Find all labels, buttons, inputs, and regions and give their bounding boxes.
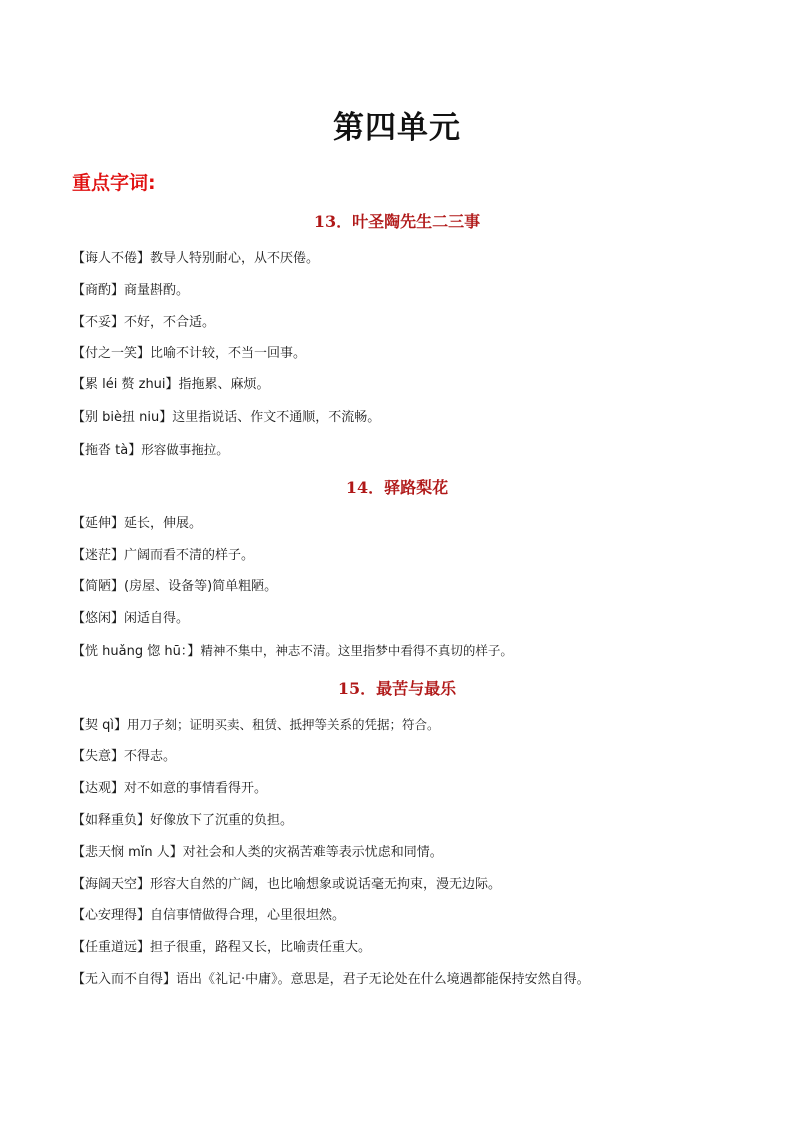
lesson-title-14: 14．驿路梨花 — [345, 478, 449, 497]
entry-definition: 商量斟酌。 — [124, 283, 190, 298]
entry-list-item — [72, 907, 732, 925]
entry-term: 【简陋】 — [72, 579, 125, 594]
entry-list-item — [72, 409, 732, 427]
entry-term: 【任重道远】 — [72, 940, 151, 955]
entry-term: 【海阔天空】 — [72, 877, 151, 892]
entry-list-item — [72, 314, 732, 332]
entry-term: 【拖沓 tà】 — [72, 443, 142, 458]
entry-term: 【累 léi 赘 zhui】 — [72, 377, 179, 392]
entry-definition: 这里指说话、作文不通顺，不流畅。 — [172, 410, 381, 425]
entry-list-item — [72, 642, 732, 661]
lesson-title-15: 15．最苦与最乐 — [337, 679, 457, 698]
entry-definition: 比喻不计较，不当一回事。 — [150, 346, 307, 361]
entry-definition: 担子很重，路程又长，比喻责任重大。 — [150, 940, 372, 955]
entry-term: 【心安理得】 — [72, 908, 151, 923]
entry-term: 【不妥】 — [72, 315, 125, 330]
entry-list-item — [72, 515, 732, 533]
entry-list-item — [72, 876, 732, 894]
entry-list-item — [72, 376, 732, 394]
entry-definition: 语出《礼记·中庸》。意思是，君子无论处在什么境遇都能保持安然自得。 — [176, 972, 590, 987]
entry-list-item — [72, 716, 732, 735]
entry-list-item — [72, 441, 732, 460]
lesson-title-13: 13．叶圣陶先生二三事 — [313, 212, 481, 231]
entry-list-item — [72, 345, 732, 363]
entry-term: 【迷茫】 — [72, 548, 125, 563]
entry-term: 【悲天悯 mǐn 人】 — [72, 845, 183, 860]
entry-term: 【别 biè扭 niu】 — [72, 410, 173, 425]
entry-definition: 自信事情做得合理，心里很坦然。 — [150, 908, 346, 923]
entry-list-item — [72, 282, 732, 300]
entry-definition: 指拖累、麻烦。 — [178, 377, 270, 392]
entry-list-item — [72, 844, 732, 862]
entry-term: 【延伸】 — [72, 516, 125, 531]
entry-term: 【付之一笑】 — [72, 346, 151, 361]
entry-term: 【如释重负】 — [72, 813, 151, 828]
entry-list-item — [72, 812, 732, 830]
entry-list-item — [72, 578, 732, 596]
entry-list-item — [72, 971, 732, 989]
page-title: 第四单元 — [333, 110, 461, 146]
entry-definition: 教导人特别耐心，从不厌倦。 — [150, 251, 320, 266]
entry-definition: 用刀子刻；证明买卖、租赁、抵押等关系的凭据；符合。 — [127, 717, 440, 732]
entry-list-item — [72, 748, 732, 766]
section-heading: 重点字词: — [72, 172, 156, 194]
entry-list-item — [72, 780, 732, 798]
entry-term: 【契 qì】 — [72, 718, 127, 733]
entry-definition: 广阔而看不清的样子。 — [124, 548, 255, 563]
entry-definition: 形容大自然的广阔，也比喻想象或说话毫无拘束，漫无边际。 — [150, 877, 502, 892]
entry-definition: 对社会和人类的灾祸苦难等表示忧虑和同情。 — [182, 845, 443, 860]
entry-list-item — [72, 547, 732, 565]
entry-term: 【失意】 — [72, 749, 125, 764]
entry-list-item — [72, 250, 732, 268]
entry-definition: 闲适自得。 — [124, 611, 190, 626]
entry-term: 【诲人不倦】 — [72, 251, 151, 266]
entry-term: 【达观】 — [72, 781, 125, 796]
entry-term: 【恍 huǎng 惚 hū：】 — [72, 644, 201, 659]
entry-definition: 形容做事拖拉。 — [141, 442, 229, 457]
entry-term: 【无入而不自得】 — [72, 972, 177, 987]
entry-definition: 不得志。 — [124, 749, 177, 764]
entry-term: 【悠闲】 — [72, 611, 125, 626]
entry-list-item — [72, 939, 732, 957]
entry-definition: 延长，伸展。 — [124, 516, 203, 531]
entry-definition: (房屋、设备等)简单粗陋。 — [124, 579, 278, 594]
entry-definition: 精神不集中，神志不清。这里指梦中看得不真切的样子。 — [200, 643, 513, 658]
entry-definition: 好像放下了沉重的负担。 — [150, 813, 294, 828]
entry-definition: 对不如意的事情看得开。 — [124, 781, 268, 796]
entry-list-item — [72, 610, 732, 628]
entry-term: 【商酌】 — [72, 283, 125, 298]
entry-definition: 不好，不合适。 — [124, 315, 216, 330]
